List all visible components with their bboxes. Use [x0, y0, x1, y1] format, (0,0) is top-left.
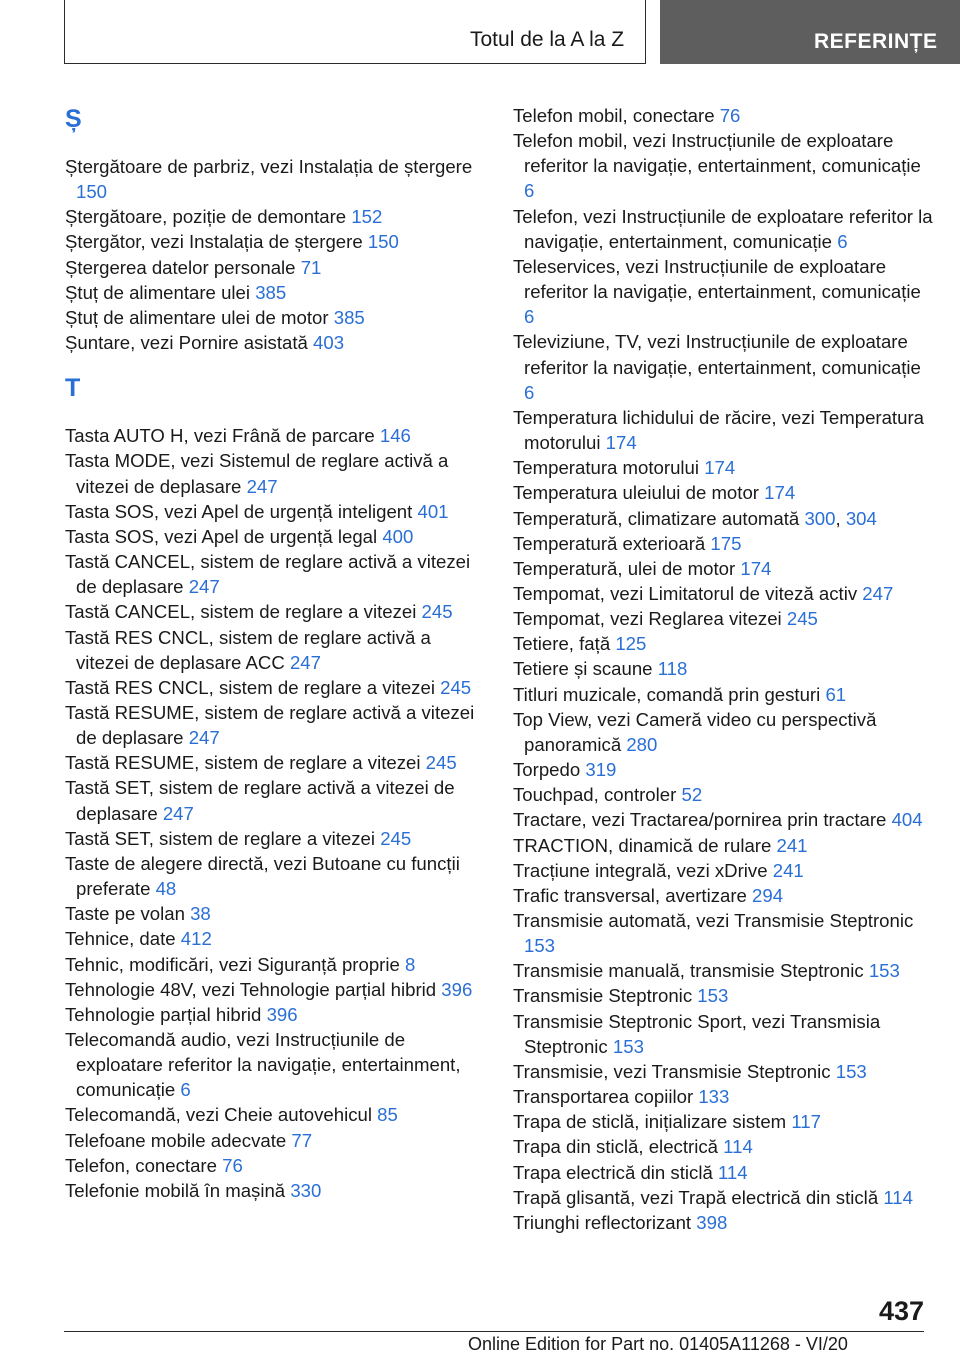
index-entry [65, 1153, 485, 1178]
index-entry [65, 499, 485, 524]
index-entry-text: Tempomat, vezi Limitatorul de viteză activ [513, 582, 858, 604]
index-entry [513, 833, 933, 858]
index-entry-text: Titluri muzicale, comandă prin gesturi [513, 683, 821, 705]
page-reference-link[interactable]: 38 [190, 903, 211, 925]
index-entry [65, 977, 485, 1002]
index-entry-text: Tastă RES CNCL, sistem de reglare a vitezei [65, 676, 435, 698]
page-reference-link[interactable]: 174 [740, 557, 772, 579]
page-reference-link[interactable]: 114 [723, 1136, 753, 1158]
index-entry-text: Telecomandă audio, vezi Instrucțiunile de exploatare referitor la navigație, entertainment, comunicație [65, 1029, 461, 1101]
page-reference-link[interactable]: 76 [719, 105, 741, 126]
index-entry [65, 330, 485, 355]
page-reference-link[interactable]: 280 [626, 733, 658, 755]
page-reference-link[interactable]: 153 [612, 1035, 644, 1057]
index-entry-text: Tehnologie 48V, vezi Tehnologie parțial hibrid [65, 978, 437, 1000]
page-reference-link[interactable]: 175 [710, 532, 742, 554]
footer-divider [64, 1331, 924, 1332]
index-entry [513, 1210, 933, 1235]
index-entry-text: Tastă RESUME, sistem de reglare activă a vitezei de deplasare [65, 701, 475, 749]
page-reference-link[interactable]: 247 [289, 651, 321, 673]
index-entry [513, 757, 933, 782]
index-entry [65, 1002, 485, 1027]
index-entry-text: Ștergător, vezi Instalația de ștergere [65, 231, 363, 253]
index-entry-text: Top View, vezi Cameră video cu perspectivă panoramică [513, 708, 877, 755]
index-entry [513, 1084, 933, 1109]
page-reference-link[interactable]: 245 [786, 608, 818, 630]
page-reference-link[interactable]: 114 [717, 1161, 748, 1183]
index-entry-text: Telefoane mobile adecvate [65, 1129, 287, 1151]
index-entry [513, 1134, 933, 1159]
page-reference-link[interactable]: 412 [180, 928, 212, 950]
index-entry-text: TRACTION, dinamică de rulare [513, 834, 772, 856]
page-number: 437 [878, 1296, 924, 1326]
index-entry-text: Taste de alegere directă, vezi Butoane cu funcții preferate [65, 852, 460, 900]
page-reference-link[interactable]: 71 [300, 256, 322, 278]
index-entry [65, 549, 485, 599]
index-entry-text: Temperatura lichidului de răcire, vezi Temperatura motorului [513, 406, 924, 454]
index-entry [513, 1185, 933, 1210]
page-reference-link[interactable]: 247 [162, 802, 194, 824]
index-entry-text: Ștergătoare, poziție de demontare [65, 206, 347, 228]
index-entry [513, 531, 933, 556]
index-entry-text: Telefon, vezi Instrucțiunile de exploatare referitor la navigație, entertainment, comunicație [513, 205, 933, 252]
index-entry [65, 1128, 485, 1153]
index-entry-text: Șuntare, vezi Pornire asistată [65, 332, 308, 354]
index-entry-text: Tastă SET, sistem de reglare a vitezei [65, 827, 376, 849]
index-entry [65, 255, 485, 280]
index-column-right [513, 103, 933, 1235]
page-reference-link[interactable]: 247 [862, 582, 894, 604]
index-entry [513, 254, 933, 329]
page-reference-link[interactable]: 319 [585, 759, 617, 781]
index-entry-text: Triunghi reflectorizant [513, 1211, 692, 1233]
index-letter-heading: Ș [65, 105, 82, 133]
index-entry [65, 599, 485, 624]
page-reference-link[interactable]: 153 [697, 985, 729, 1007]
index-entry [513, 858, 933, 883]
index-entry-text: Telefonie mobilă în mașină [65, 1179, 286, 1201]
page-reference-link[interactable]: 6 [524, 180, 535, 202]
index-entry-text: Temperatura motorului [513, 457, 700, 479]
index-entry-text: Tehnice, date [65, 928, 176, 950]
index-entry-text: Torpedo [513, 759, 581, 781]
index-entry [513, 883, 933, 908]
index-entry-text: Tetiere și scaune [513, 658, 653, 680]
index-entry [513, 707, 933, 757]
index-entry [65, 952, 485, 977]
index-entry-text: Tastă CANCEL, sistem de reglare a vitezei [65, 601, 417, 623]
index-entry [513, 908, 933, 958]
index-entry-text: Tastă RESUME, sistem de reglare a vitezei [65, 752, 421, 774]
index-entry-text: Temperatură, ulei de motor [513, 557, 736, 579]
index-entry [513, 606, 933, 631]
page-reference-link[interactable]: 125 [615, 633, 647, 655]
page-reference-link[interactable]: 150 [76, 181, 108, 203]
index-entry-list [65, 154, 485, 355]
page-reference-link[interactable]: 8 [405, 953, 416, 975]
index-entry [513, 405, 933, 455]
index-entry-text: Trapa de sticlă, inițializare sistem [513, 1111, 787, 1133]
index-letter-heading: T [65, 374, 81, 403]
page-reference-link[interactable]: 245 [421, 601, 453, 623]
index-entry [513, 1160, 933, 1185]
page-reference-link[interactable]: 245 [425, 752, 457, 774]
index-entry [65, 229, 485, 254]
page-reference-link[interactable]: 52 [681, 784, 703, 806]
page-reference-link[interactable]: 245 [380, 827, 412, 849]
index-entry [65, 154, 485, 204]
index-entry-text: Taste pe volan [65, 903, 185, 925]
index-entry-text: Tracțiune integrală, vezi xDrive [513, 859, 768, 881]
index-entry [513, 556, 933, 581]
page-reference-link[interactable]: 118 [657, 658, 688, 680]
index-entry-text: Ștergătoare de parbriz, vezi Instalația de ștergere [65, 156, 473, 177]
page-reference-link[interactable]: 396 [441, 978, 473, 1000]
index-entry-text: Tastă RES CNCL, sistem de reglare activă a vitezei de deplasare ACC [65, 626, 431, 673]
page-reference-link[interactable]: 153 [868, 960, 900, 982]
index-entry-text: Telefon mobil, vezi Instrucțiunile de exploatare referitor la navigație, entertainment, comunicație [513, 130, 921, 177]
page-reference-link[interactable]: 146 [379, 425, 411, 447]
index-entry-text: Temperatura uleiului de motor [513, 482, 759, 504]
index-entry-text: Temperatură exterioară [513, 532, 706, 554]
index-entry [65, 423, 485, 448]
index-entry-text: Tasta AUTO H, vezi Frână de parcare [65, 425, 375, 447]
page-reference-link[interactable]: 300 [804, 507, 836, 529]
page-reference-link[interactable]: 174 [704, 457, 736, 479]
index-entry [65, 625, 485, 675]
page-reference-link[interactable]: 48 [155, 878, 177, 900]
index-entry [513, 807, 933, 832]
index-entry-text: Temperatură, climatizare automată [513, 507, 800, 529]
page-reference-link[interactable]: 404 [891, 809, 923, 831]
index-entry [513, 682, 933, 707]
page-reference-link[interactable]: 6 [524, 306, 535, 328]
index-entry [513, 128, 933, 203]
page-reference-link[interactable]: 245 [440, 676, 472, 698]
index-entry [65, 775, 485, 825]
index-entry [65, 926, 485, 951]
page-reference-link[interactable]: 247 [246, 475, 278, 497]
index-entry [513, 204, 933, 254]
index-entry [65, 305, 485, 330]
page-reference-link[interactable]: 76 [222, 1154, 243, 1176]
index-entry: Temperatură, climatizare automată 300, 304 [513, 507, 877, 529]
index-entry [65, 901, 485, 926]
index-entry [513, 480, 933, 505]
index-entry [513, 581, 933, 606]
page-reference-link[interactable]: 403 [313, 332, 345, 354]
page-reference-link[interactable]: 401 [417, 500, 449, 522]
index-entry-text: Transmisie automată, vezi Transmisie Steptronic [513, 910, 914, 931]
page-reference-link[interactable]: 6 [837, 230, 848, 252]
index-entry-text: Transmisie manuală, transmisie Steptronic [513, 960, 864, 982]
page-reference-link[interactable]: 77 [291, 1129, 313, 1151]
index-entry-text: Transmisie Steptronic Sport, vezi Transmisia Steptronic [513, 1010, 881, 1057]
page-reference-link[interactable]: 330 [290, 1179, 322, 1201]
index-entry [65, 750, 485, 775]
index-entry [513, 1009, 933, 1059]
page-reference-link[interactable]: 61 [825, 683, 847, 705]
index-entry-text: Ștuț de alimentare ulei de motor [65, 306, 329, 328]
index-entry-text: Trafic transversal, avertizare [513, 884, 747, 906]
page-reference-link[interactable]: 247 [188, 727, 220, 749]
index-entry-text: Trapa electrică din sticlă [513, 1161, 713, 1183]
page-reference-link[interactable]: 153 [835, 1060, 867, 1082]
page-reference-link[interactable]: 396 [266, 1003, 298, 1025]
index-entry [65, 1027, 485, 1102]
index-entry-text: Tasta SOS, vezi Apel de urgență legal [65, 525, 378, 547]
index-entry [513, 656, 933, 681]
index-entry-text: Tastă SET, sistem de reglare activă a vitezei de deplasare [65, 777, 455, 824]
index-entry-text: Transmisie, vezi Transmisie Steptronic [513, 1060, 831, 1082]
index-entry [513, 958, 933, 983]
index-entry-list [513, 103, 933, 1235]
index-entry-text: Telefon mobil, conectare [513, 105, 715, 126]
index-entry-text: Tasta MODE, vezi Sistemul de reglare activă a vitezei de deplasare [65, 450, 449, 497]
page-reference-link[interactable]: 385 [255, 281, 287, 303]
index-entry-text: Televiziune, TV, vezi Instrucțiunile de exploatare referitor la navigație, entertainment, comunicație [513, 331, 921, 378]
index-entry-text: Transmisie Steptronic [513, 985, 693, 1007]
index-entry-text: Transportarea copiilor [513, 1086, 694, 1108]
page-reference-link[interactable]: 174 [605, 432, 637, 454]
page-reference-link[interactable]: 247 [188, 576, 220, 598]
index-entry [65, 1178, 485, 1203]
page-reference-link[interactable]: 294 [752, 884, 784, 906]
index-entry [513, 455, 933, 480]
page-reference-link[interactable]: 153 [524, 935, 556, 957]
index-entry-text: Tempomat, vezi Reglarea vitezei [513, 608, 782, 630]
page-reference-link[interactable]: 398 [696, 1211, 728, 1233]
page-reference-link[interactable]: 6 [180, 1079, 191, 1101]
index-entry [513, 983, 933, 1008]
index-entry [65, 204, 485, 229]
page-reference-link[interactable]: 385 [333, 306, 365, 328]
index-entry-text: Trapă glisantă, vezi Trapă electrică din sticlă [513, 1186, 879, 1208]
index-entry-text: Trapa din sticlă, electrică [513, 1136, 718, 1158]
index-entry-text: Tractare, vezi Tractarea/pornirea prin tractare [513, 809, 887, 831]
index-entry [65, 448, 485, 498]
index-entry [65, 851, 485, 901]
index-entry [513, 782, 933, 807]
index-entry-text: Tehnologie parțial hibrid [65, 1003, 262, 1025]
index-entry-text: Tastă CANCEL, sistem de reglare activă a vitezei de deplasare [65, 551, 471, 598]
header-section-title: Totul de la A la Z [470, 28, 625, 51]
index-entry-text: Touchpad, controler [513, 784, 677, 806]
page-reference-link[interactable]: 85 [377, 1104, 398, 1126]
index-entry [513, 103, 933, 128]
index-entry-text: Tasta SOS, vezi Apel de urgență inteligent [65, 500, 413, 522]
page-reference-link[interactable]: 150 [367, 231, 399, 253]
index-entry [513, 1059, 933, 1084]
page-reference-link[interactable]: 152 [351, 206, 383, 228]
index-entry [65, 700, 485, 750]
index-entry [65, 1102, 485, 1127]
index-entry-text: Ștuț de alimentare ulei [65, 281, 251, 303]
index-column-left [65, 100, 485, 1203]
page-reference-link[interactable]: 400 [382, 525, 414, 547]
index-entry [65, 280, 485, 305]
index-entry [65, 524, 485, 549]
page-reference-link[interactable]: 117 [791, 1111, 821, 1133]
index-entry-list [65, 423, 485, 1203]
page-reference-link[interactable]: 174 [764, 482, 796, 504]
index-entry [513, 329, 933, 404]
page-reference-link[interactable]: 241 [772, 859, 804, 881]
index-entry [65, 826, 485, 851]
index-entry-text: Telecomandă, vezi Cheie autovehicul [65, 1104, 372, 1126]
index-entry [513, 631, 933, 656]
page-reference-link[interactable]: 241 [776, 834, 808, 856]
page-reference-link[interactable]: 304 [845, 507, 877, 529]
index-entry-text: Ștergerea datelor personale [65, 256, 296, 278]
header-tab-references: REFERINȚE [660, 0, 960, 64]
index-entry [65, 675, 485, 700]
footer-edition-text: Online Edition for Part no. 01405A11268 - VI/20 [468, 1334, 848, 1354]
index-entry [513, 1109, 933, 1134]
page-reference-link[interactable]: 133 [698, 1086, 730, 1108]
index-entry-text: Tetiere, față [513, 633, 611, 655]
index-entry-text: Telefon, conectare [65, 1154, 217, 1176]
page-reference-link[interactable]: 114 [883, 1186, 913, 1208]
index-entry-text: Tehnic, modificări, vezi Siguranță proprie [65, 953, 400, 975]
page-reference-link[interactable]: 6 [524, 381, 535, 403]
index-entry-text: Teleservices, vezi Instrucțiunile de exploatare referitor la navigație, entertainment, comunicație [513, 255, 921, 303]
